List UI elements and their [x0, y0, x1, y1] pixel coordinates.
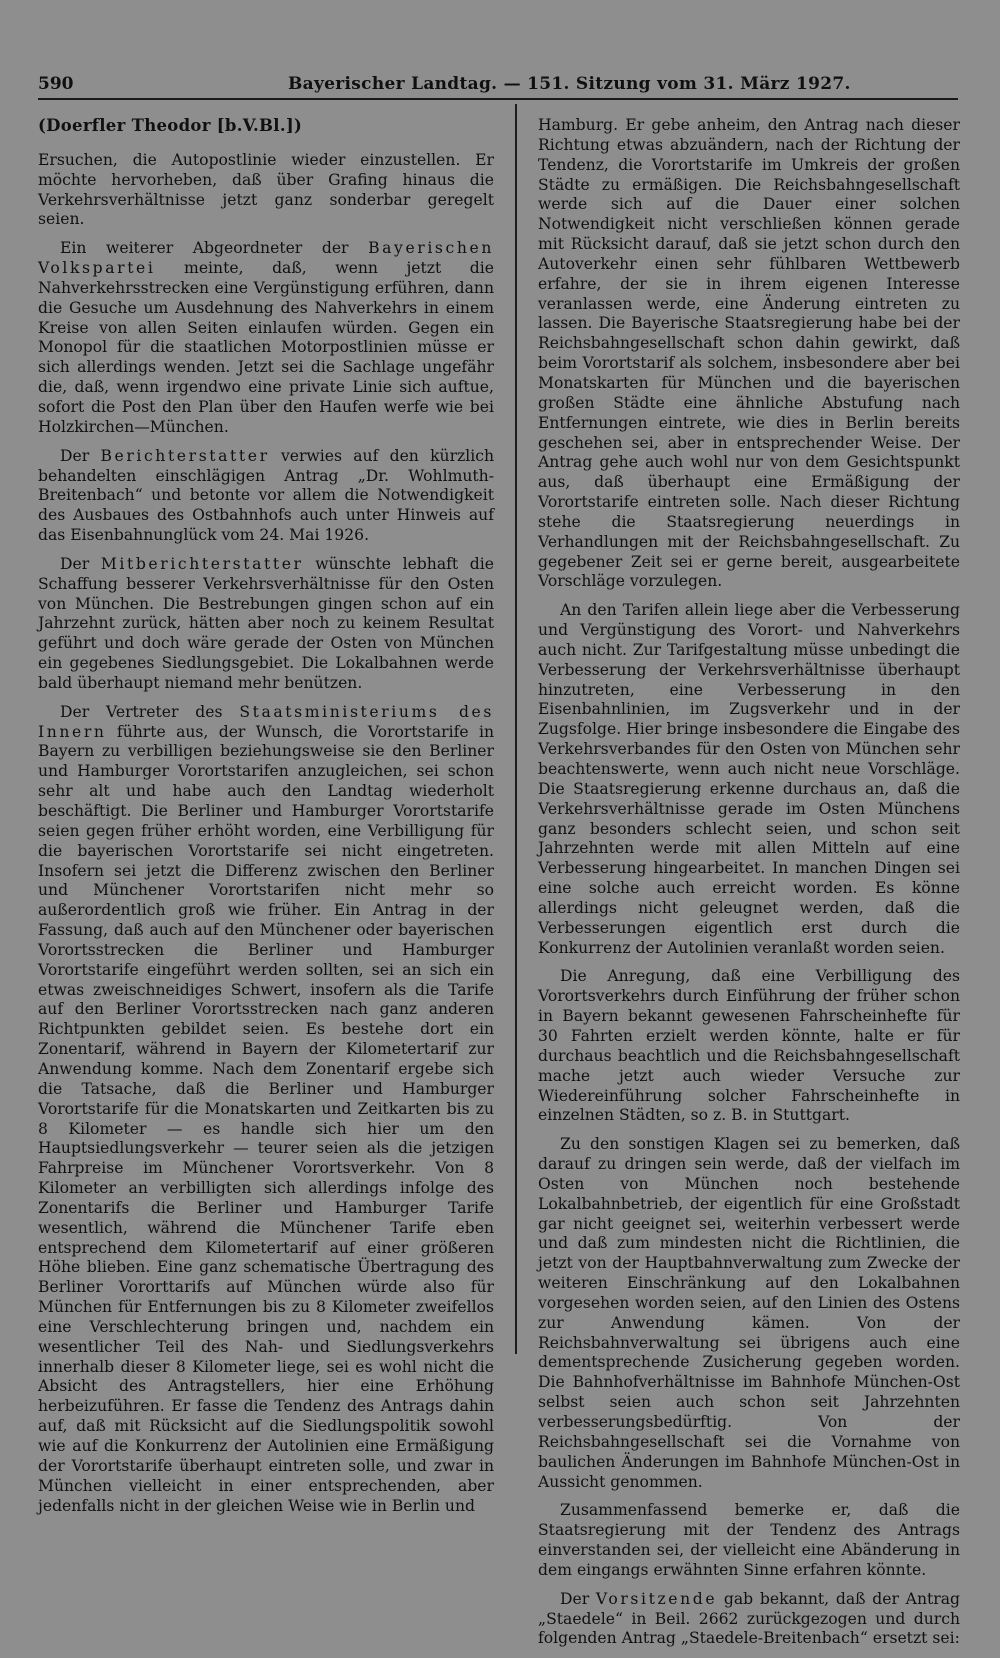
paragraph-text: führte aus, der Wunsch, die Vorortstarife in Bayern zu verbilligen beziehungsweise sie den Berliner und Hamburger Vorortstarifen anzugleichen, sei schon sehr alt und habe auch den Landtag wiederholt beschäftigt. Die Berliner und Hamburger Vorortstarife seien gegen früher erhöht worden, eine Verbilligung für die bayerischen Vorortstarife sei nicht eingetreten. Insofern sei jetzt die Differenz zwischen den Berliner und Münchener Vorortstarifen nicht mehr so außerordentlich groß wie früher. Ein Antrag in der Fassung, daß auch auf den Münchener oder bayerischen Vorortsstrecken die Berliner und Hamburger Vorortstarife eingeführt werden sollten, sei an sich ein etwas zweischneidiges Schwert, insofern als die Tarife auf den Berliner Vorortsstrecken nach ganz anderen Richtpunkten gebildet seien. Es bestehe dort ein Zonentarif, während in Bayern der Kilometertarif zur Anwendung komme. Nach dem Zonentarif ergebe sich die Tatsache, daß die Berliner und Hamburger Vorortstarife für die Monatskarten und Zeitkarten bis zu 8 Kilometer — es handle sich hier um den Hauptsiedlungsverkehr — teurer seien als die jetzigen Fahrpreise im Münchener Vorortsverkehr. Von 8 Kilometer an verbilligten sich allerdings infolge des Zonentarifs die Berliner und Hamburger Tarife wesentlich, während die Münchener Tarife eben entsprechend dem Kilometertarif auf einer größeren Höhe blieben. Eine ganz schematische Übertragung des Berliner Vororttarifs auf München würde also für München für Entfernungen bis zu 8 Kilometer zweifellos eine Verschlechterung bringen und, nachdem ein wesentlicher Teil des Nah- und Siedlungsverkehrs innerhalb dieser 8 Kilometer liege, sei es wohl nicht die Absicht des Antragstellers, hier eine Erhöhung herbeizuführen. Er fasse die Tendenz des Antrags dahin auf, daß mit Rücksicht auf die Siedlungspolitik sowohl wie auf die Konkurrenz der Autolinien eine Ermäßigung der Vorortstarife überhaupt eintreten solle, und zwar in München vielleicht in einer entsprechenden, aber jedenfalls nicht in der gleichen Weise wie in Berlin und — [38, 722, 494, 1515]
paragraph — [38, 151, 494, 230]
paragraph-text: verwies auf den kürzlich behandelten einschlägigen Antrag „Dr. Wohlmuth-Breitenbach“ und betonte vor allem die Notwendigkeit des Ausbaues des Ostbahnhofs auch unter Hinweis auf das Eisenbahnunglück vom 24. Mai 1926. — [38, 446, 494, 545]
paragraph-text: gab bekannt, daß der Antrag „Staedele“ in Beil. 2662 zurückgezogen und durch folgenden Antrag „Staedele-Breitenbach“ ersetzt sei: — [538, 1589, 960, 1648]
paragraph-lead: Der — [60, 446, 90, 465]
page-number: 590 — [38, 74, 74, 94]
paragraph-text: Ersuchen, die Autopostlinie wieder einzustellen. Er möchte hervorheben, daß über Grafing hinaus die Verkehrsverhältnisse jetzt ganz sonderbar geregelt seien. — [38, 150, 494, 229]
speaker-role: Mitberichterstatter — [100, 554, 304, 573]
paragraph-lead: Ein weiterer Abgeordneter der — [60, 239, 349, 258]
speaker-role: Berichterstatter — [100, 446, 270, 465]
paragraph-text: meinte, daß, wenn jetzt die Nahverkehrsstrecken eine Vergünstigung erführen, dann die Gesuche um Ausdehnung des Nahverkehrs in einem Kreise von allen Seiten einlaufen würden. Gegen ein Monopol für die staatlichen Motorpostlinien müsse er sich allerdings wenden. Jetzt sei die Sachlage ungefähr die, daß, wenn irgendwo eine private Linie sich auftue, sofort die Post den Plan über den Haufen werfe wie bei Holzkirchen—München. — [38, 259, 494, 436]
speaker-heading: (Doerfler Theodor [b.V.Bl.]) — [38, 116, 303, 135]
paragraph — [538, 1501, 960, 1580]
party-name: Bayerischen Volkspartei — [38, 239, 494, 278]
paragraph-text: Zusammenfassend bemerke er, daß die Staatsregierung mit der Tendenz des Antrags einverstanden sei, der vielleicht eine Abänderung in dem eingangs erwähnten Sinne erfahren könnte. — [538, 1501, 960, 1579]
header-title: Bayerischer Landtag. — 151. Sitzung vom 31. März 1927. — [288, 74, 851, 94]
left-column — [38, 116, 494, 1525]
paragraph-lead: Der Vertreter des — [60, 702, 223, 721]
speaker-role: Staatsministeriums des Innern — [38, 702, 494, 741]
paragraph-text: An den Tarifen allein liege aber die Verbesserung und Vergünstigung des Vorort- und Nahverkehrs auch nicht. Zur Tarifgestaltung müsse unbedingt die Verbesserung der Verkehrsverhältnisse überhaupt hinzutreten, eine Verbesserung in den Eisenbahnlinien, im Zugsverkehr und in der Zugsfolge. Hier bringe insbesondere die Eingabe des Verkehrsverbandes für den Osten von München sehr beachtenswerte, wenn auch nicht neue Vorschläge. Die Staatsregierung erkenne durchaus an, daß die Verkehrsverhältnisse gerade im Osten Münchens ganz besonders schlecht seien, und schon seit Jahrzehnten werde mit allen Mitteln auf eine Verbesserung hingearbeitet. In manchen Dingen sei eine solche auch erreicht worden. Es könne allerdings nicht geleugnet werden, daß die Verbesserungen eigentlich erst durch die Konkurrenz der Autolinien veranlaßt worden seien. — [538, 601, 960, 957]
paragraph — [38, 447, 494, 546]
paragraph — [538, 116, 960, 592]
paragraph — [38, 239, 494, 437]
paragraph — [538, 967, 960, 1126]
paragraph-lead: Der — [60, 554, 90, 573]
speaker-role: Vorsitzende — [595, 1589, 718, 1608]
column-divider — [515, 104, 517, 1354]
paragraph-text: Zu den sonstigen Klagen sei zu bemerken, daß darauf zu dringen sein werde, daß der vielfach im Osten von München noch bestehende Lokalbahnbetrieb, der eigentlich für eine Großstadt gar nicht geeignet sei, weiterhin verbessert werde und daß zum mindesten nicht die Richtlinien, die jetzt von der Hauptbahnverwaltung zum Zwecke der weiteren Einschränkung auf den Lokalbahnen vorgesehen worden seien, auf den Linien des Ostens zur Anwendung kämen. Von der Reichsbahnverwaltung sei übrigens auch eine dementsprechende Zusicherung gegeben worden. Die Bahnhofverhältnisse im Bahnhofe München-Ost selbst seien auch schon seit Jahrzehnten verbesserungsbedürftig. Von der Reichsbahngesellschaft sei die Vornahme von baulichen Änderungen im Bahnhofe München-Ost in Aussicht genommen. — [538, 1135, 960, 1491]
paragraph — [538, 1590, 960, 1650]
paragraph — [538, 1135, 960, 1492]
running-header — [38, 74, 958, 100]
paragraph-text: Hamburg. Er gebe anheim, den Antrag nach dieser Richtung etwas abzuändern, nach der Richtung der Tendenz, die Vorortstarife im Umkreis der großen Städte zu ermäßigen. Die Reichsbahngesellschaft werde sich auf die Dauer einer solchen Notwendigkeit nicht verschließen können gerade mit Rücksicht darauf, daß sie jetzt schon durch den Autoverkehr einen sehr fühlbaren Wettbewerb erfahre, der sie in ihrem eigenen Interesse veranlassen werde, eine Änderung eintreten zu lassen. Die Bayerische Staatsregierung habe bei der Reichsbahngesellschaft schon dahin gewirkt, daß beim Vorortstarif als solchem, insbesondere aber bei Monatskarten für München und die bayerischen großen Städte eine ähnliche Abstufung nach Entfernungen eintrete, wie dies in Berlin bereits geschehen sei, aber in entsprechender Weise. Der Antrag gehe auch wohl nur von dem Gesichtspunkt aus, daß überhaupt eine Ermäßigung der Vorortstarife eintreten solle. Nach dieser Richtung stehe die Staatsregierung neuerdings in Verhandlungen mit der Reichsbahngesellschaft. Zu gegebener Zeit sei er gerne bereit, ausgearbeitete Vorschläge vorzulegen. — [538, 116, 960, 591]
right-column — [538, 116, 960, 1658]
paragraph — [538, 601, 960, 958]
paragraph — [38, 703, 494, 1517]
paragraph-text: Die Anregung, daß eine Verbilligung des Vorortsverkehrs durch Einführung der früher schon in Bayern bekannt gewesenen Fahrscheinhefte für 30 Fahrten erzielt werden könnte, halte er für durchaus beachtlich und die Reichsbahngesellschaft mache jetzt auch wieder Versuche zur Wiedereinführung solcher Fahrscheinhefte in einzelnen Städten, so z. B. in Stuttgart. — [538, 967, 960, 1125]
paragraph — [38, 555, 494, 694]
paragraph-text: wünschte lebhaft die Schaffung besserer Verkehrsverhältnisse für den Osten von München. Die Bestrebungen gingen schon auf ein Jahrzehnt zurück, hätten aber noch zu keinem Resultat geführt und doch wäre gerade der Osten von München ein gegebenes Siedlungsgebiet. Die Lokalbahnen werde bald überhaupt niemand mehr benützen. — [38, 554, 494, 692]
paragraph-lead: Der — [560, 1589, 590, 1608]
